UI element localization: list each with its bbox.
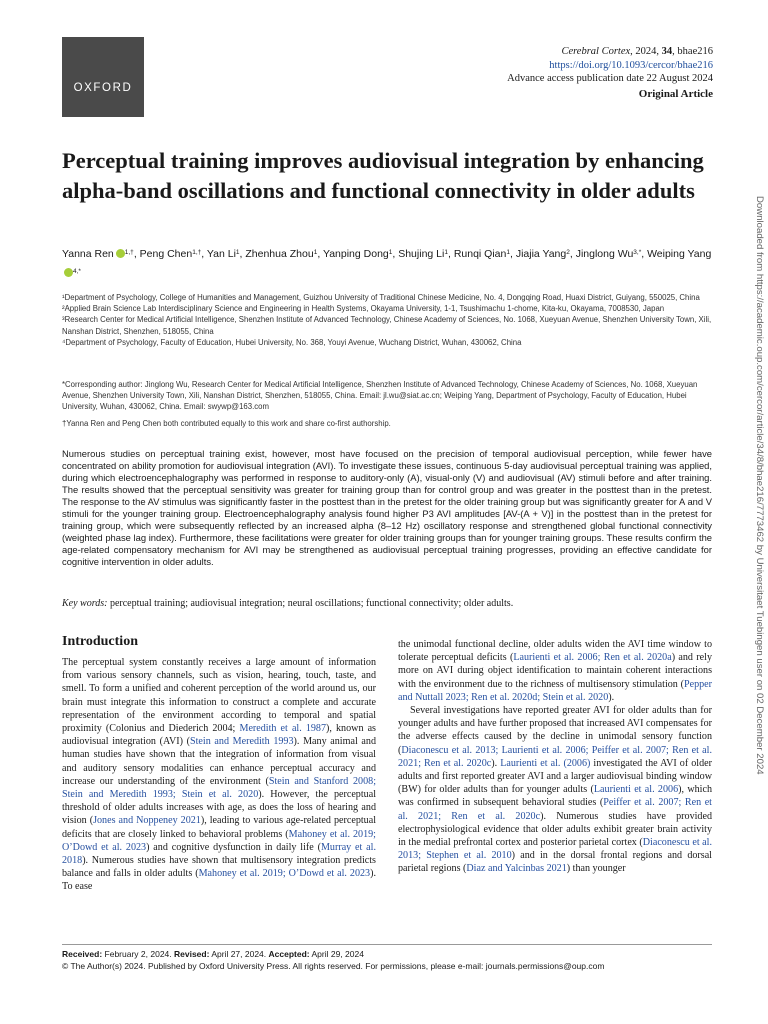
- affiliation: ¹Department of Psychology, College of Humanities and Management, Guizhou University of Traditional Chinese Medicine, No. 4, Dongqing Road, Huaxi District, Guiyang, 550025, China: [62, 293, 700, 302]
- doi-link[interactable]: https://doi.org/10.1093/cercor/bhae216: [549, 59, 713, 71]
- citation-link[interactable]: Meredith et al. 1987: [239, 723, 327, 735]
- author-list: Yanna Ren $^{1,\dagger}$, Peng Chen$^{1,\dagger}$, Yan Li$^1$, Zhenhua Zhou$^1$, Yanping Dong$^1$, Shujing Li$^1$, Runqi Qian$^1$, Jiajia Yang$^2$, Jinglong $Wu^{3,*}$, Weiping Yang$^{4,*}$: [62, 248, 712, 275]
- body-text: ). To ease: [62, 868, 376, 893]
- author: Yanna Ren: [62, 248, 114, 260]
- intro-paragraph: [62, 656, 376, 894]
- citation-link[interactable]: Diaconescu et al. 2013; Stephen et al. 2010: [398, 837, 712, 862]
- body-text: ) and cognitive dysfunction in daily life (: [146, 841, 321, 853]
- correspondence-block: [62, 379, 712, 434]
- body-text: the unimodal functional decline, older adults widen the AVI time window to tolerate perceptual deficits (: [398, 639, 712, 664]
- footer: [62, 944, 712, 972]
- keywords: [62, 598, 712, 609]
- citation-link[interactable]: Stein and Meredith 1993: [190, 736, 294, 748]
- body-text: ), leading to various age-related perceptual deficits that are closely linked to behavioral problems (: [62, 815, 377, 840]
- affiliations: [62, 292, 712, 348]
- equal-contribution-note: †Yanna Ren and Peng Chen both contributed equally to this work and share co-first authorship.: [62, 418, 391, 428]
- intro-paragraph: [398, 638, 712, 704]
- author: Zhenhua Zhou: [245, 248, 314, 260]
- author-affiliation-marker: 1,†: [192, 249, 202, 256]
- author-affiliation-marker: 1: [313, 249, 318, 256]
- orcid-icon[interactable]: [64, 268, 73, 277]
- citation-link[interactable]: Stein and Stanford 2008; Stein and Meredith 1993; Stein et al. 2020: [62, 775, 376, 801]
- volume: 34: [661, 46, 673, 57]
- body-text: ) and in the dorsal frontal regions and dorsal parietal regions (: [398, 850, 712, 875]
- author-affiliation-marker: 1: [506, 249, 510, 256]
- author-affiliation-marker: 1,†: [124, 249, 134, 256]
- citation-link[interactable]: Pepper and Nuttall 2023; Ren et al. 2020d; Stein et al. 2020: [398, 678, 712, 703]
- publisher-logo: [62, 37, 144, 117]
- body-text: investigated the AVI of older adults and first reported greater AVI and a larger audiovisual binding window (BW) for older adults than for younger adults (: [398, 757, 712, 796]
- author: Yanping Dong: [322, 248, 389, 260]
- corresponding-author: *Corresponding author: Jinglong Wu, Research Center for Medical Artificial Intelligence, Shenzhen Institute of Advanced Technology, Chinese Academy of Sciences, No. 1068, Xueyuan Avenue, Shenzhen University Town, Xili, Nanshan District, Shenzhen, 518055, China. Email: jl.wu@siat.ac.cn; Weiping Yang, Department of Psychology, Faculty of Education, Hubei University, Wuhan, 430062, China. Email: swywp@163.com: [62, 380, 698, 412]
- body-text: Several investigations have reported greater AVI for older adults than for younger adults and have further proposed that increased AVI compensates for the adverse effects caused by the decline in unimodal sensory function (: [398, 705, 712, 756]
- article-type: Original Article: [638, 87, 713, 100]
- body-text: ). However, the perceptual threshold of older adults increases with age, as does the loss of hearing and vision (: [62, 789, 376, 827]
- author-affiliation-marker: 3,*: [633, 249, 642, 256]
- body-text: ). Many animal and human studies have shown that the integration of information from visual and auditory sensory modalities can enhance perceptual accuracy and increase our understanding of the environment (: [62, 736, 376, 787]
- copyright: © The Author(s) 2024. Published by Oxford University Press. All rights reserved. For permissions, please e-mail: journals.permissions@oup.com: [62, 961, 605, 971]
- author-affiliation-marker: 1: [388, 249, 393, 256]
- article-id: , bhae216: [672, 46, 713, 57]
- body-text: ) than younger: [566, 863, 626, 875]
- publisher-name: OXFORD: [73, 82, 133, 94]
- journal-name: Cerebral Cortex: [561, 46, 631, 57]
- body-text: The perceptual system constantly receives a large amount of information from various sensory channels, such as vision, hearing, touch, taste, and smell. To form a unified and coherent perception of the world around us, our brain must integrate this information to construct a complete and accurate representation of the environment according to temporal and spatial proximity (Colonius and Diederich 2004;: [62, 657, 376, 735]
- author: Yan Li: [206, 248, 236, 260]
- citation-link[interactable]: Mahoney et al. 2019; O’Dowd et al. 2023: [198, 868, 371, 880]
- citation-link[interactable]: Peiffer et al. 2007; Ren et al. 2021; Ren et al. 2020c: [398, 797, 712, 822]
- accepted-date: April 29, 2024: [309, 949, 364, 959]
- body-text: ).: [608, 691, 615, 703]
- advance-access-date: Advance access publication date 22 August 2024: [507, 73, 713, 84]
- author-affiliation-marker: 1: [444, 249, 448, 256]
- intro-left-column: [62, 633, 376, 894]
- author: Jinglong Wu: [575, 248, 634, 260]
- intro-right-column: [398, 638, 712, 876]
- body-text: ). Numerous studies have shown that multisensory integration predicts balance and falls in older adults (: [62, 855, 376, 880]
- citation-link[interactable]: Murray et al. 2018: [62, 841, 376, 867]
- accepted-label: Accepted:: [268, 949, 310, 959]
- keywords-text: perceptual training; audiovisual integration; neural oscillations; functional connectivity; older adults.: [107, 598, 514, 609]
- author-affiliation-marker: 2: [566, 249, 570, 256]
- author: Weiping Yang: [647, 248, 712, 260]
- body-text: ), known as audiovisual integration (AVI) (: [62, 723, 376, 748]
- article-meta: [507, 45, 713, 101]
- affiliation: ³Research Center for Medical Artificial Intelligence, Shenzhen Institute of Advanced Technology, Chinese Academy of Sciences, No. 1068, Xueyuan Avenue, Shenzhen University Town, Xili, Nanshan District, Shenzhen, 518055, China: [62, 315, 712, 336]
- body-text: ) and rely more on AVI during object identification to maintain coherent interactions with the environment due to the richness of multisensory stimulation (: [398, 652, 712, 690]
- author-affiliation-marker: 4,*: [73, 268, 81, 275]
- author: Shujing Li: [398, 248, 445, 260]
- received-date: February 2, 2024.: [102, 949, 174, 959]
- revised-date: April 27, 2024.: [209, 949, 269, 959]
- received-label: Received:: [62, 949, 103, 959]
- keywords-label: Key words:: [62, 598, 108, 609]
- citation-link[interactable]: Laurienti et al. 2006: [593, 784, 679, 796]
- affiliation: ²Applied Brain Science Lab Interdisciplinary Science and Engineering in Health Systems, Okayama University, 1-1, Tsushimachu 1-chome, Kita-ku, Okayama, 7008530, Japan: [62, 304, 665, 314]
- citation-link[interactable]: Diaz and Yalcinbas 2021: [466, 863, 567, 875]
- affiliation: ⁴Department of Psychology, Faculty of Education, Hubei University, No. 368, Youyi Avenue, Wuchang District, Wuhan, 430062, China: [62, 337, 522, 347]
- body-text: ).: [491, 757, 501, 769]
- intro-paragraph: [398, 704, 712, 876]
- download-sidebar: [755, 196, 765, 856]
- author: Runqi Qian: [453, 248, 507, 260]
- citation-link[interactable]: Jones and Noppeney 2021: [93, 815, 201, 827]
- body-text: ). Numerous studies have provided electrophysiological evidence that older adults exhibit greater brain activity in the medial prefrontal cortex and posterior parietal cortex (: [398, 810, 712, 849]
- download-notice: Downloaded from https://academic.oup.com/cercor/article/34/8/bhae216/7773462 by Universitaet Tuebingen user on 02 December 2024: [754, 196, 765, 775]
- dates-line: [62, 948, 712, 960]
- citation-link[interactable]: Diaconescu et al. 2013; Laurienti et al. 2006; Peiffer et al. 2007; Ren et al. 2021; Ren et al. 2020c: [398, 744, 712, 769]
- revised-label: Revised:: [174, 949, 210, 959]
- author: Jiajia Yang: [515, 248, 567, 260]
- year: , 2024,: [630, 46, 662, 57]
- citation-link[interactable]: Laurienti et al. 2006; Ren et al. 2020a: [513, 652, 672, 664]
- citation-line: [507, 45, 713, 59]
- author: Peng Chen: [139, 248, 193, 260]
- article-title: Perceptual training improves audiovisual integration by enhancing alpha-band oscillations and functional connectivity in older adults: [62, 148, 704, 203]
- body-text: ), which was confirmed in subsequent behavioral studies (: [398, 784, 712, 809]
- abstract: Numerous studies on perceptual training exist, however, most have focused on the precision of temporal audiovisual perception, while fewer have concentrated on ability promotion for audiovisual integration (AVI). To investigate these issues, continuous 5-day audiovisual perceptual training was applied, during which electroencephalography was performed in response to auditory-only (A), visual-only (V) and audiovisual (AV) stimuli before and after training. The results showed that the perceptual sensitivity was greater for training group than for control group and was greater in the posttest than in the pretest. The response to the AV stimulus was significantly faster in the posttest than in the pretest for the older training group but was significantly greater for A and V stimuli for the younger training group. Electroencephalography analysis found higher P3 AVI amplitudes [AV-(A + V)] in the posttest than in the pretest for training group, which were subsequently reflected by an increased alpha (8–12 Hz) oscillatory response and strengthened global functional connectivity (weighted phase lag index). Furthermore, these facilitations were greater for older training groups than for younger training groups. These results confirm the age-related compensatory mechanism for AVI may be strengthened as audiovisual perceptual training progresses, providing an effective candidate for cognitive intervention in older adults.: [62, 448, 712, 567]
- section-heading: Introduction: [62, 634, 138, 649]
- author-affiliation-marker: 1: [235, 249, 240, 256]
- citation-link[interactable]: Laurienti et al. (2006): [500, 757, 591, 769]
- orcid-icon[interactable]: [116, 249, 125, 258]
- citation-link[interactable]: Mahoney et al. 2019; O’Dowd et al. 2023: [62, 828, 376, 853]
